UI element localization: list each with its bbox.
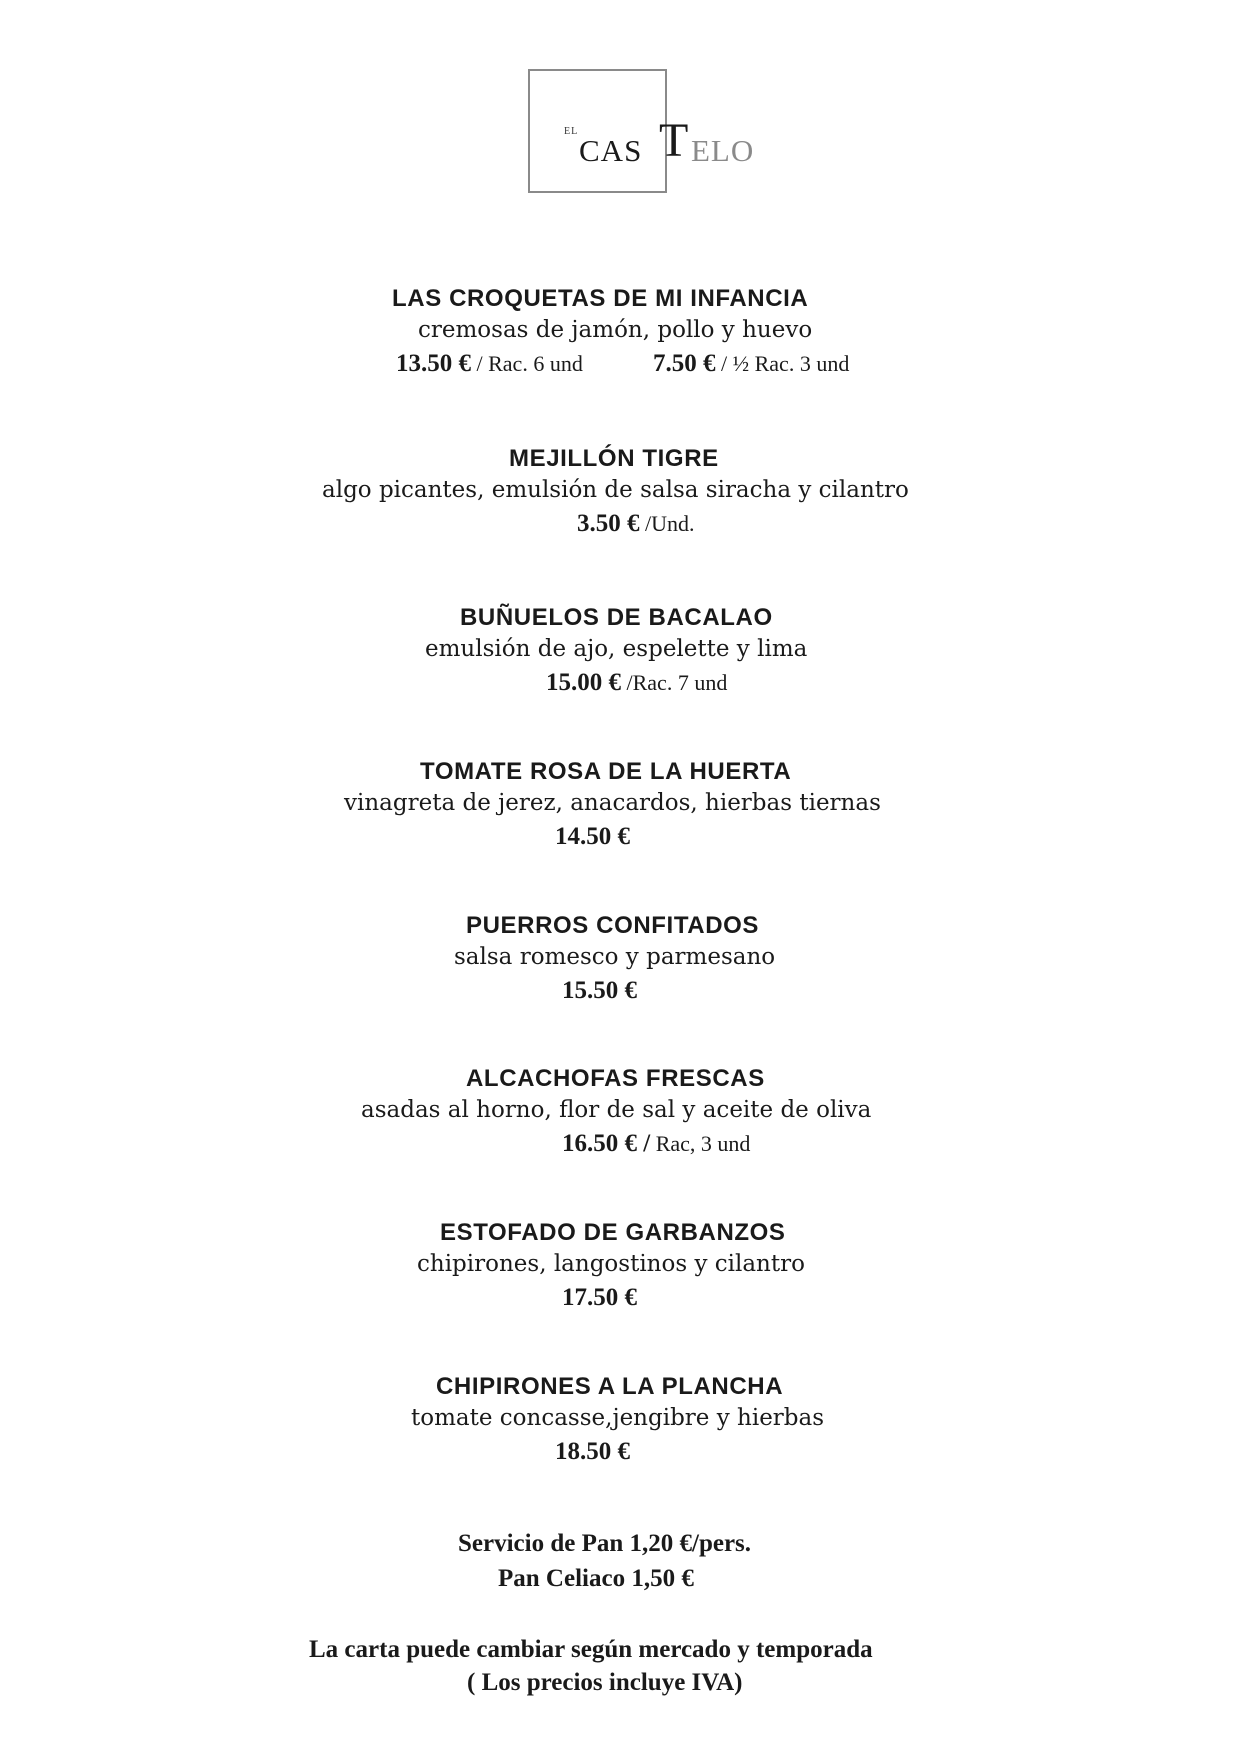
dish-title: CHIPIRONES A LA PLANCHA [436, 1373, 784, 1400]
dish-price [562, 1130, 750, 1158]
dish-price [396, 350, 583, 378]
dish-title: BUÑUELOS DE BACALAO [460, 604, 773, 631]
price-value: 18.50 € [555, 1438, 630, 1465]
celiac-bread-note: Pan Celiaco 1,50 € [498, 1565, 694, 1592]
price-value: 15.00 € [546, 669, 621, 696]
menu-change-notice: La carta puede cambiar según mercado y temporada [309, 1636, 873, 1663]
logo-el: EL [564, 126, 579, 137]
price-unit: /Und. [639, 511, 695, 536]
dish-title: MEJILLÓN TIGRE [509, 445, 719, 472]
price-value: 17.50 € [562, 1284, 637, 1311]
bread-service-note: Servicio de Pan 1,20 €/pers. [458, 1530, 752, 1557]
logo-cas: CAS [579, 133, 643, 168]
dish-description: algo picantes, emulsión de salsa siracha y cilantro [322, 477, 909, 503]
dish-price [555, 1438, 630, 1466]
dish-price-half [653, 350, 849, 378]
logo-elo: ELO [691, 133, 755, 168]
vat-notice: ( Los precios incluye IVA) [467, 1669, 743, 1696]
dish-description: emulsión de ajo, espelette y lima [425, 636, 808, 662]
price-value: 15.50 € [562, 977, 637, 1004]
dish-title: LAS CROQUETAS DE MI INFANCIA [392, 285, 809, 312]
price-unit: Rac, 3 und [650, 1131, 751, 1156]
price-unit: / Rac. 6 und [471, 351, 583, 376]
price-unit: / ½ Rac. 3 und [715, 351, 850, 376]
dish-price [546, 669, 727, 697]
logo-frame [528, 69, 667, 193]
dish-price [562, 977, 637, 1005]
price-value: 16.50 € / [562, 1130, 651, 1157]
dish-description: salsa romesco y parmesano [454, 944, 776, 970]
dish-price [562, 1284, 637, 1312]
price-value: 13.50 € [396, 350, 471, 377]
dish-title: ESTOFADO DE GARBANZOS [440, 1219, 786, 1246]
dish-price [577, 510, 695, 538]
price-unit: /Rac. 7 und [621, 670, 728, 695]
dish-title: ALCACHOFAS FRESCAS [466, 1065, 765, 1092]
dish-price [555, 823, 630, 851]
price-value: 7.50 € [653, 350, 716, 377]
price-value: 14.50 € [555, 823, 630, 850]
dish-description: tomate concasse,jengibre y hierbas [411, 1405, 825, 1431]
price-value: 3.50 € [577, 510, 640, 537]
dish-description: cremosas de jamón, pollo y huevo [418, 317, 813, 343]
dish-title: PUERROS CONFITADOS [466, 912, 760, 939]
dish-description: chipirones, langostinos y cilantro [417, 1251, 805, 1277]
dish-description: asadas al horno, flor de sal y aceite de oliva [361, 1097, 872, 1123]
logo-t: T [659, 114, 689, 167]
dish-description: vinagreta de jerez, anacardos, hierbas tiernas [344, 790, 881, 816]
dish-title: TOMATE ROSA DE LA HUERTA [420, 758, 792, 785]
